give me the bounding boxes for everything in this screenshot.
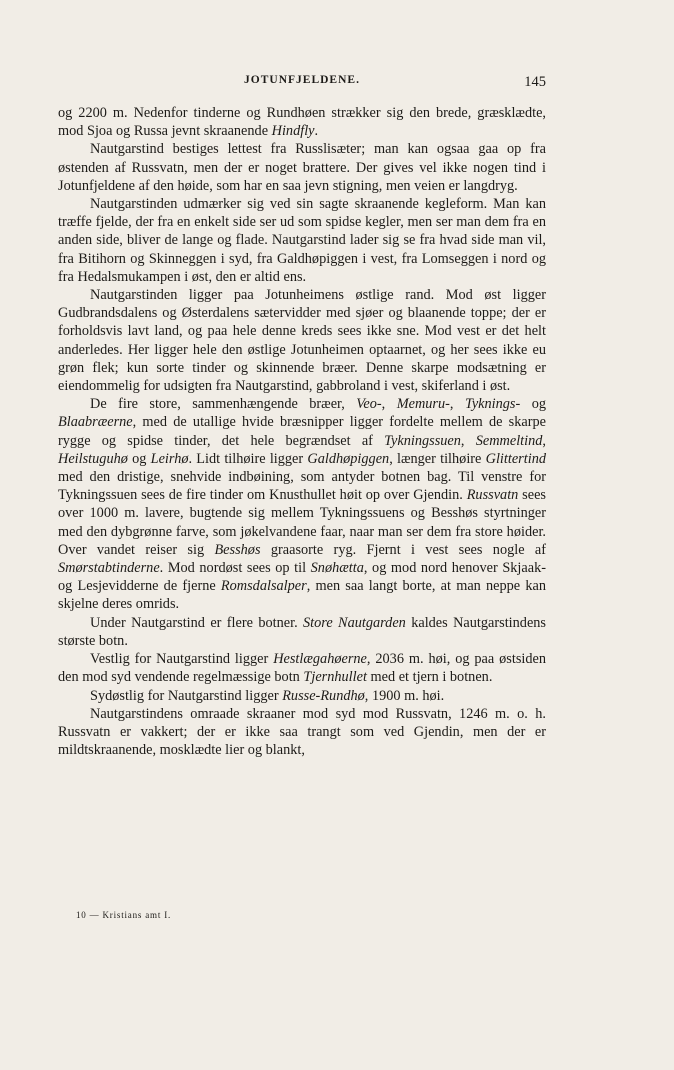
- text-run: , og mod nord henover Skjaak- og Lesjevidderne de fjerne: [58, 560, 546, 595]
- text-run: , med de utallige hvide bræsnipper ligger fordelte mellem de skarpe rygge og spidse tinder, det hele begrændset af: [58, 414, 546, 449]
- italic-place-name: Hindfly: [271, 123, 315, 140]
- text-run: kaldes Nautgarstindens største botn.: [58, 614, 546, 649]
- text-run: ,: [381, 396, 397, 413]
- paragraph: [58, 687, 546, 705]
- paragraph: [58, 286, 546, 395]
- text-run: ,: [460, 432, 476, 449]
- text-run: Vestlig for Nautgarstind ligger: [90, 651, 274, 668]
- text-run: Nautgarstinden ligger paa Jotunheimens østlige rand. Mod øst ligger Gudbrandsdalens og Østerdalens sætervidder med sjøer og blaanende toppe; der er forholdsvis lavt land, og paa hele denne kreds sees ikke sne. Mod vest er det helt anderledes. Her ligger hele den østlige Jotunheimen optaarnet, og her sees ikke eu grøn flek; kun sorte tinder og skinnende bræer. Denne skarpe modsætning er eiendommelig for udsigten fra Nautgarstind, gabbroland i vest, skiferland i øst.: [58, 287, 546, 395]
- text-run: Sydøstlig for Nautgarstind ligger: [90, 687, 283, 704]
- italic-place-name: Russvatn: [466, 487, 519, 504]
- italic-place-name: Tykningssuen: [384, 432, 461, 449]
- italic-place-name: Tjernhullet: [303, 669, 367, 686]
- body-text: [58, 104, 546, 759]
- italic-place-name: Glittertind: [485, 450, 546, 467]
- paragraph: [58, 705, 546, 760]
- italic-place-name: Snøhætta: [310, 560, 364, 577]
- text-run: , 2036 m. høi, og paa østsiden den mod syd vendende regelmæssige botn: [58, 651, 546, 686]
- paragraph: [58, 395, 546, 613]
- italic-place-name: Semmeltind: [475, 432, 543, 449]
- italic-place-name: Russe-Rundhø: [282, 687, 365, 704]
- italic-place-name: Memuru-: [396, 396, 450, 413]
- italic-place-name: Tyknings-: [464, 396, 521, 413]
- italic-place-name: Store Nautgarden: [303, 614, 406, 631]
- text-run: graasorte ryg. Fjernt i vest sees nogle af: [260, 541, 546, 558]
- text-run: , men saa langt borte, at man neppe kan skjelne deres omrids.: [58, 578, 546, 613]
- text-run: sees over 1000 m. lavere, bugtende sig mellem Tykningssuens og Besshøs styrtninger med den dybgrønne farve, som jøkelvandene faar, naar man ser dem fra store høider. Over vandet reiser sig: [58, 487, 546, 558]
- text-run: og 2200 m. Nedenfor tinderne og Rundhøen strækker sig den brede, græsklædte, mod Sjoa og Russa jevnt skraanende: [58, 105, 546, 140]
- italic-place-name: Veo-: [356, 396, 382, 413]
- text-run: ,: [542, 432, 546, 449]
- text-run: ,: [449, 396, 465, 413]
- italic-place-name: Smørstabtinderne: [58, 560, 160, 577]
- text-run: og: [520, 396, 547, 413]
- page-header: [58, 74, 546, 94]
- italic-place-name: Besshøs: [214, 541, 261, 558]
- paragraph: [58, 195, 546, 286]
- text-run: , længer tilhøire: [389, 450, 486, 467]
- paragraph: [58, 650, 546, 686]
- running-title: JOTUNFJELDENE.: [244, 74, 360, 86]
- text-run: med den dristige, snehvide indbøining, som antyder botnen bag. Til venstre for Tykningssuen sees de fire tinder om Knusthullet høit op over Gjendin.: [58, 469, 546, 504]
- italic-place-name: Hestlægahøerne: [273, 651, 367, 668]
- italic-place-name: Blaabræerne: [58, 414, 133, 431]
- text-run: Nautgarstinden udmærker sig ved sin sagte skraanende kegleform. Man kan træffe fjelde, der fra en enkelt side ser ud som spidse kegler, men ser man dem fra en anden side, bliver de lange og flade. Nautgarstind lader sig se fra hvad side man vil, fra Bitihorn og Skinneggen i syd, fra Galdhøpiggen i vest, fra Lomseggen i nord og fra Hedalsmukampen i øst, den er altid ens.: [58, 196, 546, 285]
- text-run: . Lidt tilhøire ligger: [188, 450, 308, 467]
- paragraph: [58, 104, 546, 140]
- text-run: og: [127, 450, 151, 467]
- text-run: De fire store, sammenhængende bræer,: [90, 396, 357, 413]
- text-run: Nautgarstindens omraade skraaner mod syd mod Russvatn, 1246 m. o. h. Russvatn er vakkert; der er ikke saa trangt som ved Gjendin, men der er mildtskraanende, mosklædte lier og blankt,: [58, 705, 546, 759]
- page-number: 145: [524, 74, 546, 90]
- italic-place-name: Leirhø: [150, 450, 189, 467]
- paragraph: [58, 614, 546, 650]
- text-run: , 1900 m. høi.: [364, 687, 445, 704]
- printer-signature: 10 — Kristians amt I.: [76, 910, 172, 920]
- text-run: . Mod nordøst sees op til: [159, 560, 311, 577]
- text-run: Nautgarstind bestiges lettest fra Russlisæter; man kan ogsaa gaa op fra østenden af Russvatn, men der er noget brattere. Der gives vel ikke nogen tind i Jotunfjeldene af den høide, som har en saa jevn stigning, men veien er langdryg.: [58, 141, 546, 194]
- text-run: Under Nautgarstind er flere botner.: [90, 614, 304, 631]
- italic-place-name: Romsdalsalper: [220, 578, 307, 595]
- italic-place-name: Galdhøpiggen: [307, 450, 390, 467]
- paragraph: [58, 140, 546, 195]
- text-run: .: [314, 123, 319, 140]
- text-run: med et tjern i botnen.: [366, 669, 493, 686]
- italic-place-name: Heilstuguhø: [58, 450, 128, 467]
